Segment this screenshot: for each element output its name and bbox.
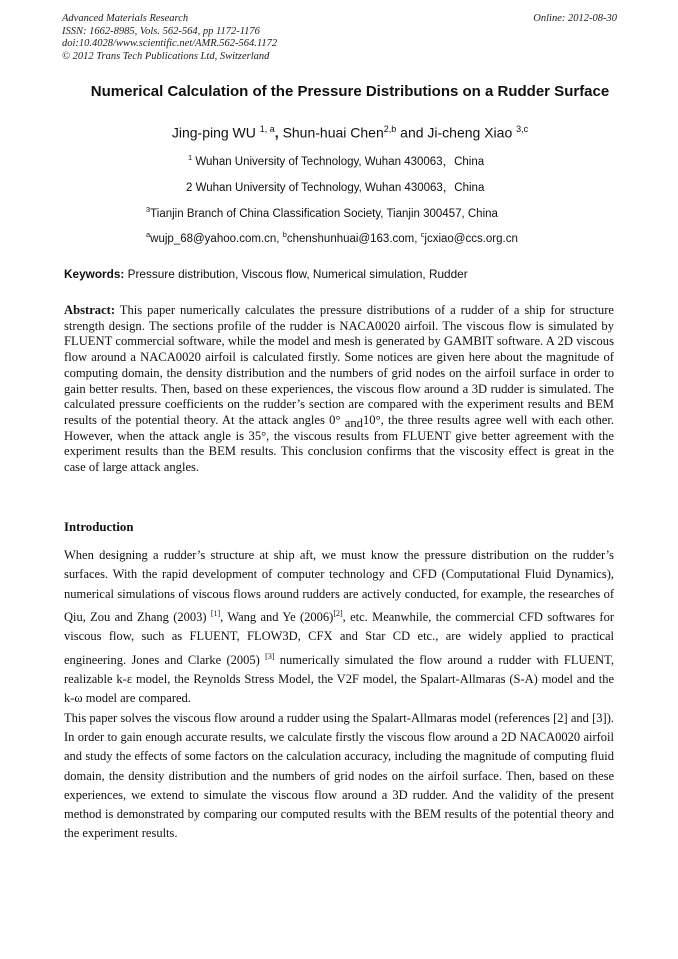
author-separator: and xyxy=(400,124,428,141)
affiliation-text: Wuhan University of Technology, Wuhan 430063，China xyxy=(195,156,485,168)
affiliation-3 xyxy=(146,205,498,220)
citation-ref[interactable]: [2] xyxy=(333,608,343,618)
introduction-body xyxy=(64,546,614,844)
abstract-text: 10°, the three results agree well with each other. However, when the attack angle is 35°, the viscous results from FLUENT give better agreement with the experiment results than the BEM results. This conclusion confirms that the viscosity effect is great in the case of large attack angles. xyxy=(64,412,614,475)
email-address[interactable]: jcxiao@ccs.org.cn xyxy=(424,232,518,245)
author-superscript: 1, a xyxy=(259,124,275,134)
email-address[interactable]: wujp_68@yahoo.com.cn, xyxy=(150,232,283,245)
paragraph-text: , Wang and Ye (2006) xyxy=(220,610,334,625)
affiliation-1 xyxy=(188,153,484,169)
copyright-line: © 2012 Trans Tech Publications Ltd, Switzerland xyxy=(62,50,270,62)
author-separator: , xyxy=(274,124,283,141)
affiliation-2 xyxy=(186,179,484,195)
author-name: Ji-cheng Xiao xyxy=(427,124,513,141)
journal-header xyxy=(62,13,617,63)
paragraph: This paper solves the viscous flow around a rudder using the Spalart-Allmaras model (references [2] and [3]). In order to gain enough accurate results, we calculate firstly the viscous flow around a 2D NACA0020 airfoil and study the effects of some factors on the calculation accuracy, including the magnitude of computing fluid domain, the density distribution and the numbers of grid nodes on the airfoil surface. Then, based on these experiences, we extend to simulate the viscous flow around a 3D rudder. And the validity of the present method is demonstrated by comparing our computed results with the BEM results of the potential theory and the experiment results. xyxy=(64,710,614,841)
abstract-label: Abstract: xyxy=(64,303,116,317)
paragraph xyxy=(64,546,614,709)
author-name: Shun-huai Chen xyxy=(282,124,384,141)
paper-title: Numerical Calculation of the Pressure Distributions on a Rudder Surface xyxy=(90,83,610,100)
keywords-text: Pressure distribution, Viscous flow, Numerical simulation, Rudder xyxy=(124,267,468,281)
email-superscript: a xyxy=(146,230,151,239)
email-line xyxy=(146,230,518,245)
affiliation-number: 3 xyxy=(146,205,151,214)
paragraph-text: numerically simulated the flow around a rudder with FLUENT, realizable k-ε model, the Reynolds Stress Model, the V2F model, the Spalart-Allmaras (S-A) model and the k-ω model are compared. xyxy=(64,652,614,706)
abstract-text: This paper numerically calculates the pressure distributions of a rudder of a ship for structure strength design. The sections profile of the rudder is NACA0020 airfoil. The viscous flow is simulated by FLUENT commercial software, while the model and mesh is generated by GAMBIT software. A 2D viscous flow around a NACA0020 airfoil is calculated firstly. Some notices are given here about the magnitude of computing domain, the density distribution and the numbers of grid nodes on the airfoil surface in order to gain better results. Then, based on these experiences, the viscous flow around a 3D rudder is simulated. The calculated pressure coefficients on the rudder’s section are compared with the experiment results and BEM results of the potential theory. At the attack angles 0° xyxy=(64,303,614,427)
citation-ref[interactable]: [1] xyxy=(210,608,221,618)
author-superscript: 3,c xyxy=(516,124,529,134)
online-date: Online: 2012-08-30 xyxy=(533,13,617,24)
abstract xyxy=(64,303,614,476)
doi-line: doi:10.4028/www.scientific.net/AMR.562-564.1172 xyxy=(62,38,278,49)
author-superscript: 2,b xyxy=(383,124,397,134)
author-line xyxy=(80,124,620,141)
email-address[interactable]: chenshunhuai@163.com, xyxy=(286,232,421,245)
paragraph-text: , etc. Meanwhile, the commercial CFD softwares for viscous flow, such as FLUENT, FLOW3D, CFX and Star CD etc., are widely applied to practical engineering. Jones and Clarke (2005) xyxy=(64,610,614,667)
citation-ref[interactable]: [3] xyxy=(265,651,275,661)
abstract-and: and xyxy=(344,415,363,430)
issn-line: ISSN: 1662-8985, Vols. 562-564, pp 1172-1176 xyxy=(62,25,260,37)
affiliation-number: 1 xyxy=(188,153,193,163)
section-heading: Introduction xyxy=(64,520,134,534)
keywords xyxy=(64,267,468,281)
email-superscript: c xyxy=(420,230,425,239)
affiliation-text: Tianjin Branch of China Classification Society, Tianjin 300457, China xyxy=(150,207,498,220)
keywords-label: Keywords: xyxy=(64,267,125,281)
affiliation-text: Wuhan University of Technology, Wuhan 430063，China xyxy=(195,182,485,194)
paragraph-text: When designing a rudder’s structure at ship aft, we must know the pressure distribution on the rudder’s surfaces. With the rapid development of computer technology and CFD (Computational Fluid Dynamics), numerical simulations of viscous flows around rudders are actively conducted, for example, the researches of Qiu, Zou and Zhang (2003) xyxy=(64,548,614,625)
email-superscript: b xyxy=(282,230,287,239)
affiliation-number: 2 xyxy=(186,182,193,194)
journal-name: Advanced Materials Research xyxy=(62,13,189,24)
author-name: Jing-ping WU xyxy=(171,124,256,141)
